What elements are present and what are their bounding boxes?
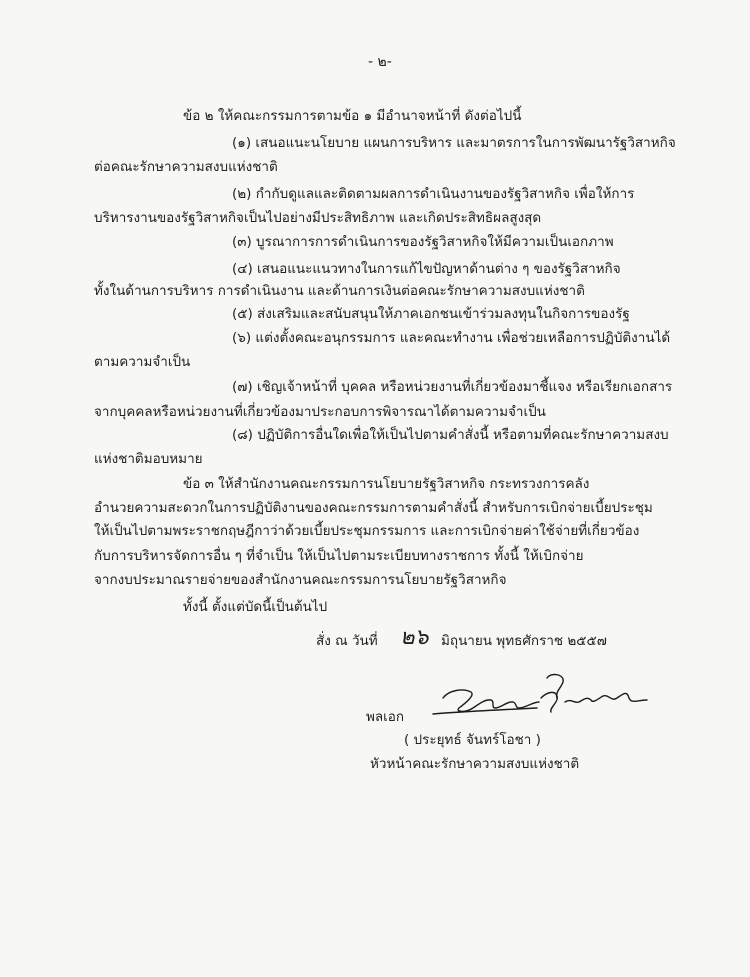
clause-2-item-6-cont: ตามความจำเป็น: [94, 354, 191, 370]
order-given-at: สั่ง ณ วันที่: [316, 633, 378, 649]
signer-name: ( ประยุทธ์ จันทร์โอชา ): [404, 732, 541, 748]
signer-rank: พลเอก: [366, 709, 405, 725]
clause-2-heading: ข้อ ๒ ให้คณะกรรมการตามข้อ ๑ มีอำนาจหน้าที่ ดังต่อไปนี้: [183, 108, 522, 124]
page-number: - ๒-: [368, 54, 392, 70]
effective-date: ทั้งนี้ ตั้งแต่บัดนี้เป็นต้นไป: [183, 599, 328, 615]
clause-2-item-7-cont: จากบุคคลหรือหน่วยงานที่เกี่ยวข้องมาประกอบการพิจารณาได้ตามความจำเป็น: [94, 404, 546, 420]
clause-2-item-2-cont: บริหารงานของรัฐวิสาหกิจเป็นไปอย่างมีประสิทธิภาพ และเกิดประสิทธิผลสูงสุด: [94, 210, 542, 226]
clause-2-item-4: (๔) เสนอแนะแนวทางในการแก้ไขปัญหาด้านต่าง ๆ ของรัฐวิสาหกิจ: [232, 261, 621, 277]
clause-2-item-3: (๓) บูรณาการการดำเนินการของรัฐวิสาหกิจให้มีความเป็นเอกภาพ: [232, 234, 614, 250]
clause-2-item-1: (๑) เสนอแนะนโยบาย แผนการบริหาร และมาตรการในการพัฒนารัฐวิสาหกิจ: [232, 135, 676, 151]
clause-2-item-4-cont: ทั้งในด้านการบริหาร การดำเนินงาน และด้านการเงินต่อคณะรักษาความสงบแห่งชาติ: [94, 283, 585, 299]
signer-title: หัวหน้าคณะรักษาความสงบแห่งชาติ: [370, 756, 580, 772]
clause-2-item-2: (๒) กำกับดูแลและติดตามผลการดำเนินงานของรัฐวิสาหกิจ เพื่อให้การ: [232, 186, 635, 202]
handwritten-signature: [415, 668, 655, 728]
clause-3-line-2: อำนวยความสะดวกในการปฏิบัติงานของคณะกรรมการตามคำสั่งนี้ สำหรับการเบิกจ่ายเบี้ยประชุม: [94, 500, 653, 516]
clause-3-line-5: จากงบประมาณรายจ่ายของสำนักงานคณะกรรมการนโยบายรัฐวิสาหกิจ: [94, 572, 507, 588]
order-day: ๒๖: [400, 625, 429, 650]
clause-2-item-8: (๘) ปฏิบัติการอื่นใดเพื่อให้เป็นไปตามคำสั่งนี้ หรือตามที่คณะรักษาความสงบ: [232, 427, 669, 443]
clause-3-line-4: กับการบริหารจัดการอื่น ๆ ที่จำเป็น ให้เป็นไปตามระเบียบทางราชการ ทั้งนี้ ให้เบิกจ่าย: [94, 548, 584, 564]
clause-2-item-6: (๖) แต่งตั้งคณะอนุกรรมการ และคณะทำงาน เพื่อช่วยเหลือการปฏิบัติงานได้: [232, 330, 671, 346]
clause-2-item-1-cont: ต่อคณะรักษาความสงบแห่งชาติ: [94, 159, 278, 175]
clause-3-line-3: ให้เป็นไปตามพระราชกฤษฎีกาว่าด้วยเบี้ยประชุมกรรมการ และการเบิกจ่ายค่าใช้จ่ายที่เกี่ยวข้อง: [94, 523, 640, 539]
order-month-year: มิถุนายน พุทธศักราช ๒๕๕๗: [441, 633, 607, 649]
clause-2-item-8-cont: แห่งชาติมอบหมาย: [94, 451, 203, 467]
clause-2-item-5: (๕) ส่งเสริมและสนับสนุนให้ภาคเอกชนเข้าร่วมลงทุนในกิจการของรัฐ: [232, 306, 630, 322]
clause-3-heading: ข้อ ๓ ให้สำนักงานคณะกรรมการนโยบายรัฐวิสาหกิจ กระทรวงการคลัง: [183, 476, 590, 492]
clause-2-item-7: (๗) เชิญเจ้าหน้าที่ บุคคล หรือหน่วยงานที่เกี่ยวข้องมาชี้แจง หรือเรียกเอกสาร: [232, 379, 673, 395]
